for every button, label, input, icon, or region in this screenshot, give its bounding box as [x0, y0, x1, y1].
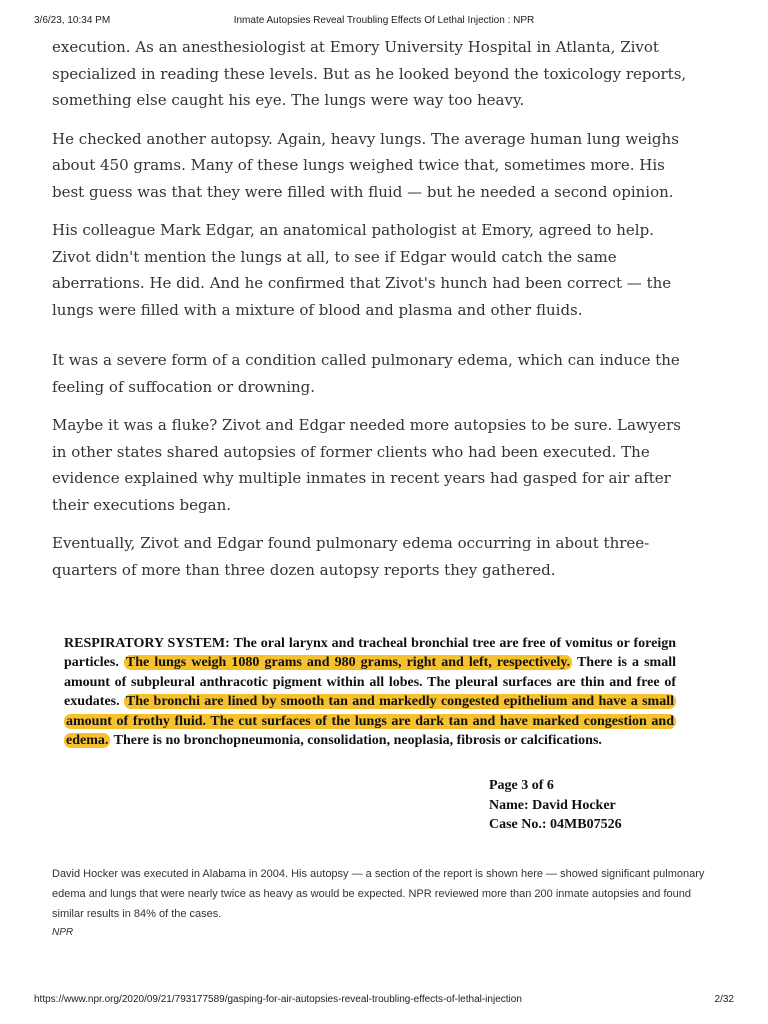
report-subject-name: Name: David Hocker	[489, 797, 616, 813]
report-text-segment: There is a small amount of subpleural anthracotic pigment within all lobes. The pleural surfaces are thin and free of exudates.	[64, 655, 676, 710]
report-case-number: Case No.: 04MB07526	[489, 817, 622, 832]
autopsy-report-image	[64, 634, 684, 840]
image-caption	[52, 864, 712, 940]
autopsy-report-text	[64, 634, 676, 750]
page-url: https://www.npr.org/2020/09/21/793177589/gasping-for-air-autopsies-reveal-troubling-effects-of-lethal-injection	[34, 994, 522, 1005]
print-datetime: 3/6/23, 10:34 PM	[34, 15, 111, 26]
print-footer	[0, 994, 768, 1010]
article-paragraph: He checked another autopsy. Again, heavy lungs. The average human lung weighs about 450 grams. Many of these lungs weighed twice that, sometimes more. His best guess was that they were filled with fluid — but he needed a second opinion.	[52, 129, 679, 201]
highlighted-edema-finding: The bronchi are lined by smooth tan and markedly congested epithelium and have a small amount of frothy fluid. The cut surfaces of the lungs are dark tan and have marked congestion and edema.	[66, 694, 674, 749]
report-text-segment: There is no bronchopneumonia, consolidation, neoplasia, fibrosis or calcifications.	[110, 733, 602, 749]
article-paragraph: Maybe it was a fluke? Zivot and Edgar needed more autopsies to be sure. Lawyers in other states shared autopsies of former clients who had been executed. The evidence explained why multiple inmates in recent years had gasped for air after their executions began.	[52, 416, 681, 514]
print-header	[0, 15, 768, 31]
highlighted-lung-weight: The lungs weigh 1080 grams and 980 grams, right and left, respectively.	[125, 655, 571, 671]
caption-text: David Hocker was executed in Alabama in 2004. His autopsy — a section of the report is shown here — showed significant pulmonary edema and lungs that were nearly twice as heavy as would be expected. NPR reviewed more than 200 inmate autopsies and found similar results in 84% of the cases.	[52, 868, 705, 920]
article-paragraph: execution. As an anesthesiologist at Emory University Hospital in Atlanta, Zivot specialized in reading these levels. But as he looked beyond the toxicology reports, something else caught his eye. The lungs were way too heavy.	[52, 38, 687, 109]
report-text-segment: RESPIRATORY SYSTEM: The oral larynx and tracheal bronchial tree are free of vomitus or foreign particles.	[64, 636, 676, 671]
print-page-title: Inmate Autopsies Reveal Troubling Effects Of Lethal Injection : NPR	[233, 15, 535, 26]
article-paragraph: It was a severe form of a condition called pulmonary edema, which can induce the feeling of suffocation or drowning.	[52, 351, 680, 396]
article-paragraph: Eventually, Zivot and Edgar found pulmonary edema occurring in about three-quarters of more than three dozen autopsy reports they gathered.	[52, 534, 650, 579]
report-page-number: Page 3 of 6	[489, 778, 554, 793]
article-body	[52, 34, 692, 595]
article-paragraph: His colleague Mark Edgar, an anatomical pathologist at Emory, agreed to help. Zivot didn't mention the lungs at all, to see if Edgar would catch the same aberrations. He did. And he confirmed that Zivot's hunch had been correct — the lungs were filled with a mixture of blood and plasma and other fluids.	[52, 221, 672, 319]
page-count: 2/32	[714, 994, 734, 1005]
report-page-info	[489, 776, 622, 835]
image-credit: NPR	[52, 927, 74, 938]
